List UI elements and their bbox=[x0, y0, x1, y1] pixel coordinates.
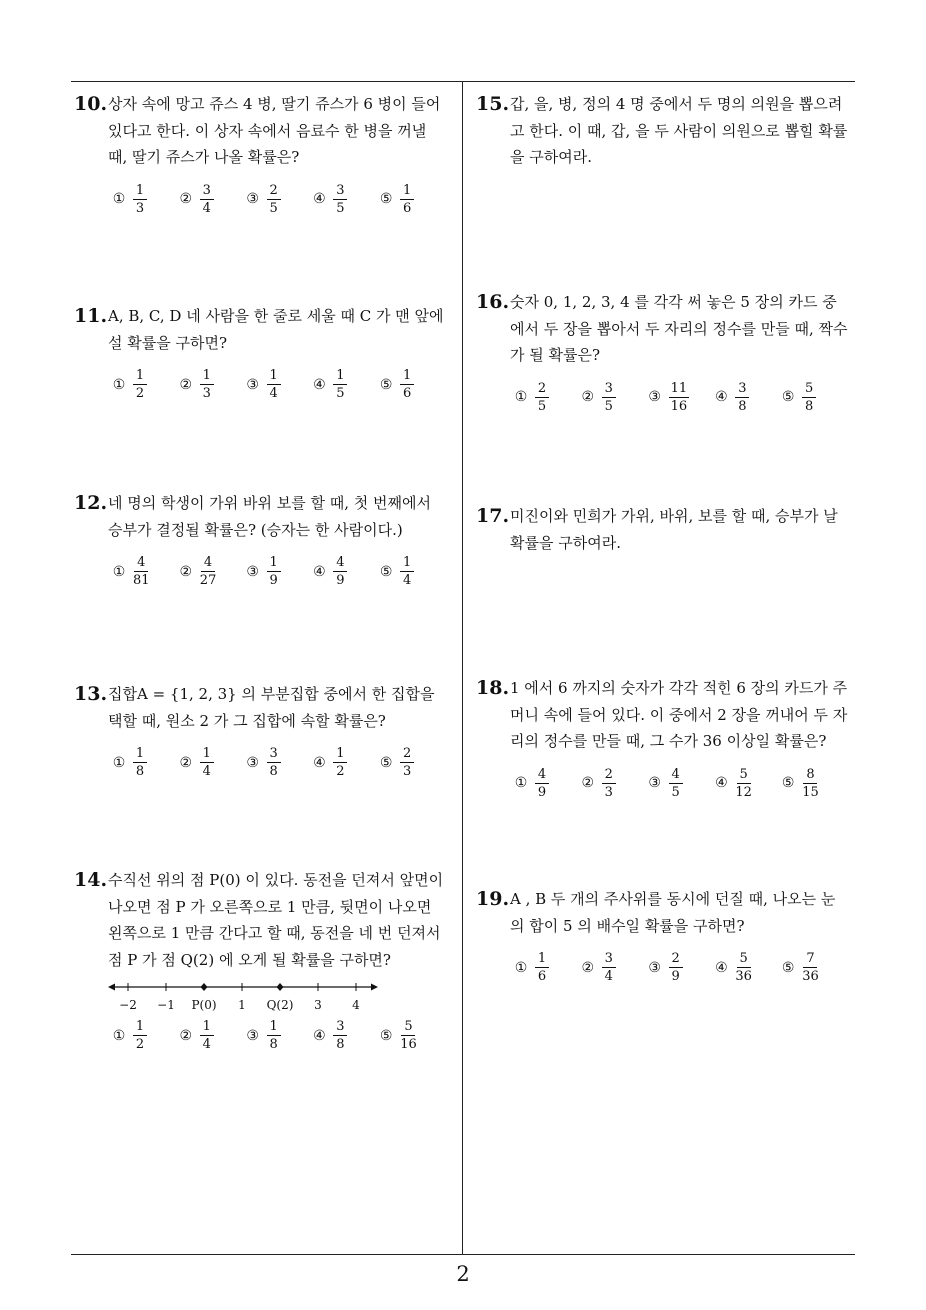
fraction-numerator: 5 bbox=[401, 1019, 415, 1036]
fraction-denominator: 3 bbox=[135, 200, 145, 216]
tick-label: Q(2) bbox=[266, 998, 294, 1012]
choice-mark: ③ bbox=[246, 191, 259, 207]
choice-4[interactable] bbox=[714, 767, 781, 800]
choice-1[interactable] bbox=[514, 767, 581, 800]
choice-3[interactable] bbox=[648, 381, 715, 414]
fraction bbox=[602, 381, 616, 414]
choice-1[interactable] bbox=[112, 555, 179, 588]
fraction-denominator: 16 bbox=[400, 1037, 417, 1052]
fraction-numerator: 2 bbox=[535, 381, 549, 398]
choice-1[interactable] bbox=[514, 951, 581, 984]
fraction bbox=[602, 767, 616, 800]
choice-mark: ② bbox=[179, 754, 193, 771]
question-12 bbox=[74, 490, 446, 588]
choice-mark: ① bbox=[514, 775, 528, 791]
fraction bbox=[735, 767, 752, 800]
question-text: 미진이와 민희가 가위, 바위, 보를 할 때, 승부가 날 확률을 구하여라. bbox=[510, 507, 838, 552]
question-text: 1 에서 6 까지의 숫자가 각각 적힌 6 장의 카드가 주머니 속에 들어 있다. 이 중에서 2 장을 꺼내어 두 자리의 정수를 만들 때, 그 수가 36 이상일 확률은? bbox=[510, 679, 848, 750]
answer-choices bbox=[74, 746, 446, 779]
fraction-denominator: 2 bbox=[135, 386, 145, 401]
choice-mark: ⑤ bbox=[379, 376, 393, 393]
question-number: 14. bbox=[74, 869, 108, 891]
fraction bbox=[200, 1019, 214, 1052]
fraction-numerator: 1 bbox=[200, 1019, 214, 1036]
fraction-denominator: 4 bbox=[202, 200, 211, 216]
fraction bbox=[400, 746, 414, 779]
question-number: 19. bbox=[476, 888, 510, 910]
question-text: 상자 속에 망고 쥬스 4 병, 딸기 쥬스가 6 병이 들어 있다고 한다. 이 상자 속에서 음료수 한 병을 꺼낼 때, 딸기 쥬스가 나올 확률은? bbox=[108, 95, 441, 166]
fraction-denominator: 3 bbox=[403, 764, 412, 779]
fraction-numerator: 2 bbox=[669, 951, 683, 968]
choice-4[interactable] bbox=[714, 381, 781, 414]
fraction bbox=[267, 368, 281, 401]
fraction-numerator: 1 bbox=[333, 746, 347, 763]
question-16 bbox=[476, 289, 848, 414]
fraction-denominator: 6 bbox=[537, 969, 547, 984]
fraction-numerator: 1 bbox=[200, 746, 214, 763]
question-19 bbox=[476, 886, 848, 984]
choice-mark: ① bbox=[112, 754, 126, 771]
fraction-numerator: 1 bbox=[400, 555, 414, 572]
fraction-numerator: 4 bbox=[669, 767, 683, 784]
choice-3[interactable] bbox=[648, 951, 715, 984]
fraction bbox=[200, 555, 217, 588]
choice-3[interactable] bbox=[246, 368, 313, 401]
fraction-numerator: 1 bbox=[200, 368, 214, 385]
choice-4[interactable] bbox=[312, 746, 379, 779]
fraction-denominator: 81 bbox=[133, 573, 150, 588]
fraction-denominator: 8 bbox=[135, 764, 145, 779]
fraction bbox=[133, 368, 147, 401]
choice-mark: ③ bbox=[246, 1027, 259, 1044]
question-text: 수직선 위의 점 P(0) 이 있다. 동전을 던져서 앞면이 나오면 점 P 가 오른쪽으로 1 만큼, 뒷면이 나오면 왼쪽으로 1 만큼 간다고 할 때, 동전을 네 번 던져서 점 P 가 점 Q(2) 에 오게 될 확률을 구하면? bbox=[108, 871, 444, 969]
fraction bbox=[133, 183, 147, 216]
fraction bbox=[400, 1019, 417, 1052]
question-number: 12. bbox=[74, 492, 108, 514]
choice-3[interactable] bbox=[246, 555, 313, 588]
fraction-numerator: 1 bbox=[400, 183, 414, 200]
fraction-numerator: 5 bbox=[802, 381, 816, 398]
choice-5[interactable] bbox=[379, 746, 446, 779]
fraction-denominator: 5 bbox=[537, 398, 547, 414]
fraction bbox=[133, 555, 150, 588]
fraction-denominator: 8 bbox=[269, 1037, 278, 1052]
fraction bbox=[333, 746, 347, 779]
choice-4[interactable] bbox=[714, 951, 781, 984]
choice-mark: ④ bbox=[715, 389, 728, 405]
fraction bbox=[802, 767, 819, 800]
fraction-denominator: 9 bbox=[269, 573, 278, 588]
choice-3[interactable] bbox=[648, 767, 715, 800]
fraction bbox=[200, 183, 214, 216]
choice-mark: ⑤ bbox=[781, 959, 795, 976]
choice-mark: ① bbox=[514, 389, 528, 405]
choice-1[interactable] bbox=[112, 368, 179, 401]
choice-mark: ⑤ bbox=[781, 775, 795, 791]
fraction-denominator: 4 bbox=[202, 1037, 211, 1052]
choice-2[interactable] bbox=[179, 368, 246, 401]
fraction-numerator: 3 bbox=[602, 381, 616, 398]
choice-mark: ② bbox=[581, 959, 595, 976]
fraction-numerator: 4 bbox=[333, 555, 347, 572]
fraction bbox=[133, 746, 147, 779]
page-number: 2 bbox=[456, 1262, 470, 1286]
choice-mark: ① bbox=[112, 1027, 126, 1044]
fraction-denominator: 4 bbox=[202, 764, 211, 779]
question-number: 18. bbox=[476, 677, 510, 699]
choice-3[interactable] bbox=[246, 746, 313, 779]
fraction-denominator: 36 bbox=[802, 969, 819, 984]
tick-label: 4 bbox=[352, 998, 360, 1012]
answer-choices bbox=[74, 555, 446, 588]
fraction bbox=[400, 368, 414, 401]
question-13 bbox=[74, 681, 446, 779]
fraction-numerator: 1 bbox=[535, 951, 549, 968]
fraction-denominator: 6 bbox=[403, 200, 412, 216]
choice-1[interactable] bbox=[112, 183, 179, 216]
fraction-numerator: 3 bbox=[735, 381, 749, 398]
fraction-denominator: 9 bbox=[336, 573, 345, 588]
question-17 bbox=[476, 503, 848, 556]
choice-mark: ④ bbox=[313, 563, 326, 580]
choice-mark: ⑤ bbox=[379, 1027, 393, 1044]
top-rule bbox=[71, 81, 855, 82]
fraction bbox=[267, 746, 281, 779]
fraction-numerator: 5 bbox=[737, 951, 751, 968]
choice-mark: ④ bbox=[313, 754, 326, 771]
choice-mark: ② bbox=[581, 389, 595, 405]
choice-2[interactable] bbox=[179, 746, 246, 779]
question-10 bbox=[74, 91, 446, 216]
question-number: 16. bbox=[476, 291, 510, 313]
fraction bbox=[535, 951, 549, 984]
choice-mark: ⑤ bbox=[379, 191, 393, 207]
choice-mark: ⑤ bbox=[379, 563, 393, 580]
fraction-denominator: 4 bbox=[604, 969, 613, 984]
fraction-numerator: 1 bbox=[267, 555, 281, 572]
bottom-rule bbox=[71, 1254, 855, 1255]
fraction-denominator: 5 bbox=[671, 784, 680, 800]
fraction-numerator: 5 bbox=[737, 767, 751, 784]
fraction-numerator: 3 bbox=[200, 183, 214, 200]
fraction bbox=[669, 767, 683, 800]
choice-mark: ② bbox=[179, 191, 193, 207]
fraction-denominator: 4 bbox=[269, 386, 278, 401]
choice-1[interactable] bbox=[112, 746, 179, 779]
tick-label: P(0) bbox=[191, 998, 217, 1012]
choice-5[interactable] bbox=[379, 1019, 446, 1052]
fraction bbox=[535, 767, 549, 800]
fraction bbox=[133, 1019, 147, 1052]
choice-mark: ② bbox=[179, 1027, 193, 1044]
number-line bbox=[108, 977, 378, 1013]
fraction-numerator: 11 bbox=[670, 380, 688, 396]
choice-mark: ① bbox=[112, 376, 126, 393]
fraction-denominator: 5 bbox=[336, 200, 345, 216]
question-text: 숫자 0, 1, 2, 3, 4 를 각각 써 놓은 5 장의 카드 중에서 두 장을 뽑아서 두 자리의 정수를 만들 때, 짝수가 될 확률은? bbox=[510, 293, 848, 364]
choice-1[interactable] bbox=[112, 1019, 179, 1052]
choice-5[interactable] bbox=[379, 183, 446, 216]
fraction-denominator: 4 bbox=[403, 573, 412, 588]
fraction-denominator: 6 bbox=[403, 386, 412, 401]
choice-2[interactable] bbox=[179, 183, 246, 216]
choice-mark: ④ bbox=[313, 191, 326, 207]
choice-mark: ① bbox=[514, 959, 528, 976]
choice-mark: ② bbox=[179, 563, 193, 580]
question-text: 집합A = {1, 2, 3} 의 부분집합 중에서 한 집합을 택할 때, 원소 2 가 그 집합에 속할 확률은? bbox=[108, 685, 435, 730]
question-text: A , B 두 개의 주사위를 동시에 던질 때, 나오는 눈의 합이 5 의 배수일 확률을 구하면? bbox=[510, 890, 836, 935]
fraction bbox=[267, 183, 281, 216]
fraction-numerator: 4 bbox=[134, 555, 148, 572]
choice-5[interactable] bbox=[781, 767, 848, 800]
fraction bbox=[535, 381, 549, 414]
choice-4[interactable] bbox=[312, 368, 379, 401]
fraction-denominator: 12 bbox=[735, 784, 752, 800]
fraction-numerator: 7 bbox=[803, 951, 817, 968]
tick-label: −1 bbox=[157, 998, 175, 1012]
fraction bbox=[333, 368, 347, 401]
answer-choices bbox=[476, 767, 848, 800]
question-text: 네 명의 학생이 가위 바위 보를 할 때, 첫 번째에서 승부가 결정될 확률은? (승자는 한 사람이다.) bbox=[108, 494, 431, 539]
question-number: 17. bbox=[476, 505, 510, 527]
choice-mark: ③ bbox=[648, 959, 661, 976]
choice-mark: ② bbox=[179, 376, 193, 393]
fraction bbox=[602, 951, 616, 984]
choice-2[interactable] bbox=[179, 555, 246, 588]
choice-mark: ② bbox=[581, 775, 595, 791]
choice-3[interactable] bbox=[246, 1019, 313, 1052]
choice-3[interactable] bbox=[246, 183, 313, 216]
fraction-numerator: 1 bbox=[133, 746, 147, 763]
fraction bbox=[802, 951, 819, 984]
fraction bbox=[267, 555, 281, 588]
question-11 bbox=[74, 303, 446, 401]
fraction-denominator: 27 bbox=[199, 573, 217, 588]
choice-mark: ⑤ bbox=[781, 389, 795, 405]
fraction-numerator: 4 bbox=[201, 555, 215, 572]
choice-4[interactable] bbox=[312, 555, 379, 588]
fraction-numerator: 3 bbox=[267, 746, 281, 763]
fraction-denominator: 2 bbox=[336, 764, 345, 779]
fraction-denominator: 8 bbox=[336, 1037, 345, 1052]
fraction-denominator: 9 bbox=[671, 969, 680, 984]
choice-5[interactable] bbox=[379, 555, 446, 588]
fraction-numerator: 1 bbox=[267, 1019, 281, 1036]
choice-mark: ① bbox=[112, 563, 126, 580]
fraction-numerator: 2 bbox=[267, 183, 281, 200]
question-number: 13. bbox=[74, 683, 108, 705]
column-divider bbox=[462, 81, 463, 1255]
fraction-denominator: 8 bbox=[805, 398, 814, 414]
choice-1[interactable] bbox=[514, 381, 581, 414]
question-text: 갑, 을, 병, 정의 4 명 중에서 두 명의 의원을 뽑으려고 한다. 이 때, 갑, 을 두 사람이 의원으로 뽑힐 확률을 구하여라. bbox=[510, 95, 848, 166]
fraction-numerator: 2 bbox=[602, 767, 616, 784]
choice-5[interactable] bbox=[781, 951, 848, 984]
choice-4[interactable] bbox=[312, 183, 379, 216]
fraction-denominator: 3 bbox=[604, 784, 613, 800]
answer-choices bbox=[74, 368, 446, 401]
fraction bbox=[400, 183, 414, 216]
fraction-denominator: 8 bbox=[738, 398, 747, 414]
choice-mark: ④ bbox=[313, 1027, 326, 1044]
fraction-denominator: 3 bbox=[202, 386, 211, 401]
choice-mark: ④ bbox=[715, 959, 728, 976]
tick-label: −2 bbox=[119, 998, 137, 1012]
question-number: 15. bbox=[476, 93, 510, 115]
fraction bbox=[267, 1019, 281, 1052]
fraction-numerator: 1 bbox=[400, 368, 414, 385]
fraction-numerator: 1 bbox=[333, 368, 347, 385]
choice-4[interactable] bbox=[312, 1019, 379, 1052]
fraction-numerator: 2 bbox=[400, 746, 414, 763]
fraction bbox=[669, 951, 683, 984]
tick-label: 1 bbox=[238, 998, 246, 1012]
fraction-numerator: 1 bbox=[133, 1019, 147, 1036]
choice-mark: ③ bbox=[246, 754, 259, 771]
fraction bbox=[200, 368, 214, 401]
choice-mark: ④ bbox=[715, 775, 728, 791]
fraction-numerator: 3 bbox=[333, 1019, 347, 1036]
fraction-numerator: 8 bbox=[803, 767, 817, 784]
fraction-denominator: 5 bbox=[604, 398, 613, 414]
fraction-denominator: 8 bbox=[269, 764, 278, 779]
fraction-denominator: 36 bbox=[735, 969, 752, 984]
choice-mark: ③ bbox=[246, 376, 259, 393]
choice-mark: ① bbox=[112, 191, 126, 207]
fraction-numerator: 1 bbox=[267, 368, 281, 385]
fraction-denominator: 5 bbox=[336, 386, 345, 401]
answer-choices bbox=[74, 1019, 446, 1052]
answer-choices bbox=[476, 951, 848, 984]
number-line-axis bbox=[108, 977, 378, 997]
fraction-numerator: 3 bbox=[602, 951, 616, 968]
choice-5[interactable] bbox=[379, 368, 446, 401]
answer-choices bbox=[476, 381, 848, 414]
choice-mark: ⑤ bbox=[379, 754, 393, 771]
choice-2[interactable] bbox=[581, 951, 648, 984]
fraction bbox=[669, 381, 690, 414]
fraction bbox=[333, 555, 347, 588]
question-number: 10. bbox=[74, 93, 108, 115]
fraction-denominator: 16 bbox=[670, 398, 688, 414]
choice-mark: ③ bbox=[648, 389, 661, 405]
choice-mark: ③ bbox=[648, 775, 661, 791]
choice-2[interactable] bbox=[179, 1019, 246, 1052]
fraction-numerator: 4 bbox=[535, 767, 549, 784]
answer-choices bbox=[74, 183, 446, 216]
choice-mark: ④ bbox=[313, 376, 326, 393]
choice-5[interactable] bbox=[781, 381, 848, 414]
fraction bbox=[802, 381, 816, 414]
question-number: 11. bbox=[74, 305, 108, 327]
fraction-denominator: 9 bbox=[537, 784, 547, 800]
question-18 bbox=[476, 675, 848, 800]
fraction bbox=[333, 183, 347, 216]
choice-mark: ③ bbox=[246, 563, 259, 580]
fraction-numerator: 1 bbox=[133, 183, 147, 200]
tick-label: 3 bbox=[314, 998, 322, 1012]
choice-2[interactable] bbox=[581, 381, 648, 414]
fraction-numerator: 3 bbox=[333, 183, 347, 200]
fraction bbox=[333, 1019, 347, 1052]
fraction-numerator: 1 bbox=[133, 368, 147, 385]
choice-2[interactable] bbox=[581, 767, 648, 800]
fraction bbox=[735, 381, 749, 414]
question-15 bbox=[476, 91, 848, 171]
fraction bbox=[200, 746, 214, 779]
fraction-denominator: 5 bbox=[269, 200, 278, 216]
fraction bbox=[400, 555, 414, 588]
question-text: A, B, C, D 네 사람을 한 줄로 세울 때 C 가 맨 앞에 설 확률을 구하면? bbox=[108, 307, 444, 352]
question-14 bbox=[74, 867, 446, 1052]
fraction bbox=[735, 951, 752, 984]
fraction-denominator: 2 bbox=[135, 1037, 145, 1052]
fraction-denominator: 15 bbox=[802, 784, 819, 800]
